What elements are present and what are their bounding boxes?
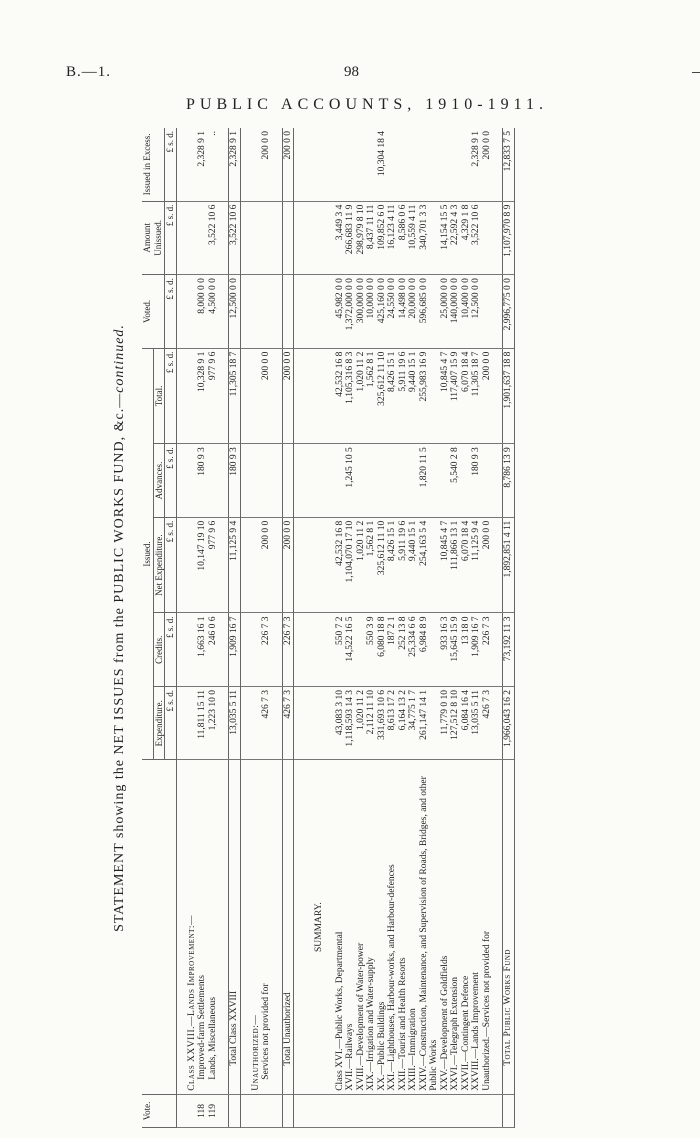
cell-credits: 1,909 16 7 <box>471 613 482 687</box>
header-blank <box>142 760 176 1094</box>
cell-advances <box>335 444 346 518</box>
row-description: XXV.—Development of Goldfields <box>440 760 451 1094</box>
cell-unissued <box>282 201 294 275</box>
cell-credits: 550 7 2 <box>335 613 346 687</box>
cell-total: 1,901,637 18 8 <box>503 348 515 444</box>
cell-voted: 20,000 0 0 <box>408 275 419 349</box>
cell-total: 6,070 18 4 <box>461 348 472 444</box>
row-description: XXVIII.—Lands Improvement <box>471 760 482 1094</box>
rotated-statement <box>112 128 658 1128</box>
cell-net: 111,866 13 1 <box>450 517 461 613</box>
cell-credits: 1,909 16 7 <box>229 613 241 687</box>
cell-expenditure: 426 7 3 <box>261 686 272 760</box>
row-description: Lands, Miscellaneous <box>208 760 219 1094</box>
cell-credits: 226 7 3 <box>482 613 493 687</box>
row-description: Total Class XXVIII <box>229 760 241 1094</box>
cell-advances <box>387 444 398 518</box>
unauthorized-total-row <box>282 128 294 1128</box>
cell-net: 5,911 19 6 <box>398 517 409 613</box>
cell-excess: 200 0 0 <box>482 128 493 201</box>
cell-net: 977 9 6 <box>208 517 219 613</box>
cell-excess: 2,328 9 1 <box>229 128 241 201</box>
header-expenditure: Expenditure. <box>153 686 165 760</box>
cell-expenditure: 1,020 11 2 <box>356 686 367 760</box>
cell-net: 11,125 9 4 <box>471 517 482 613</box>
cell-total: 8,426 15 1 <box>387 348 398 444</box>
cell-credits: 246 0 6 <box>208 613 219 687</box>
row-description: XVIII.—Development of Water-power <box>356 760 367 1094</box>
cell-advances <box>461 444 472 518</box>
statement-title-main: STATEMENT showing the NET ISSUES from the PUBLIC WORKS FUND, &c.— <box>112 392 127 932</box>
cell-voted: 25,000 0 0 <box>440 275 451 349</box>
cell-excess <box>387 128 398 201</box>
row-description: Improved-farm Settlements <box>197 760 208 1094</box>
cell-excess <box>398 128 409 201</box>
cell-unissued: 8,586 0 6 <box>398 201 409 275</box>
cell-expenditure: 11,779 0 10 <box>440 686 451 760</box>
cell-total: 200 0 0 <box>282 348 294 444</box>
cell-total: 977 9 6 <box>208 348 219 444</box>
cell-unissued: 4,329 1 8 <box>461 201 472 275</box>
row-description: XXVI.—Telegraph Extension <box>450 760 461 1094</box>
cell-advances <box>440 444 451 518</box>
cell-total: 9,440 15 1 <box>408 348 419 444</box>
row-description: Total Unauthorized <box>282 760 294 1094</box>
table-row <box>408 128 419 1128</box>
cell-advances: 180 9 3 <box>471 444 482 518</box>
cell-expenditure: 261,147 14 1 <box>419 686 440 760</box>
header-issued: Issued. <box>142 348 153 760</box>
cell-credits: 15,645 15 9 <box>450 613 461 687</box>
units-label: £ s. d. <box>165 517 177 613</box>
cell-expenditure: 6,084 16 4 <box>461 686 472 760</box>
unauthorized-heading: Unauthorized:— <box>251 760 262 1094</box>
cell-unissued <box>197 201 208 275</box>
units-label: £ s. d. <box>165 444 177 518</box>
cell-voted: 10,000 0 0 <box>366 275 377 349</box>
cell-credits: 14,522 16 5 <box>345 613 356 687</box>
table-row <box>398 128 409 1128</box>
table-row <box>335 128 346 1128</box>
row-description: XXIII.—Immigration <box>408 760 419 1094</box>
cell-advances <box>366 444 377 518</box>
summary-heading: SUMMARY. <box>314 760 325 1094</box>
row-description: XX.—Public Buildings <box>377 760 388 1094</box>
cell-advances <box>377 444 388 518</box>
row-description: XXIV.—Construction, Maintenance, and Supervision of Roads, Bridges, and other Public Works <box>419 760 440 1094</box>
header-voted: Voted. <box>142 275 165 349</box>
cell-excess: 2,328 9 1 <box>471 128 482 201</box>
cell-excess: 200 0 0 <box>282 128 294 201</box>
cell-credits <box>356 613 367 687</box>
cell-unissued <box>482 201 493 275</box>
cell-advances <box>208 444 219 518</box>
table-row <box>197 128 208 1128</box>
cell-net: 200 0 0 <box>482 517 493 613</box>
cell-voted <box>482 275 493 349</box>
cell-expenditure: 13,035 5 11 <box>229 686 241 760</box>
cell-net: 200 0 0 <box>261 517 272 613</box>
cell-voted: 4,500 0 0 <box>208 275 219 349</box>
table-row <box>461 128 472 1128</box>
cell-total: 325,612 11 10 <box>377 348 388 444</box>
cell-total: 200 0 0 <box>261 348 272 444</box>
row-description: Total Public Works Fund <box>503 760 515 1094</box>
cell-excess <box>408 128 419 201</box>
cell-advances: 180 9 3 <box>229 444 241 518</box>
cell-unissued <box>261 201 272 275</box>
header-net-expenditure: Net Expenditure. <box>153 517 165 613</box>
cell-net: 1,892,851 4 11 <box>503 517 515 613</box>
row-description: Class XVI.—Public Works, Departmental <box>335 760 346 1094</box>
cell-total: 10,328 9 1 <box>197 348 208 444</box>
cell-unissued: 22,592 4 3 <box>450 201 461 275</box>
cell-advances <box>261 444 272 518</box>
cell-expenditure: 426 7 3 <box>282 686 294 760</box>
cell-voted <box>261 275 272 349</box>
cell-credits: 550 3 9 <box>366 613 377 687</box>
cell-expenditure: 127,512 8 10 <box>450 686 461 760</box>
cell-voted: 10,400 0 0 <box>461 275 472 349</box>
cell-excess: 12,833 7 5 <box>503 128 515 201</box>
units-label: £ s. d. <box>165 686 177 760</box>
summary-rows <box>335 128 493 1128</box>
class28-heading: Class XXVIII.—Lands Improvement:— <box>187 760 198 1094</box>
cell-credits: 226 7 3 <box>282 613 294 687</box>
cell-total: 117,407 15 9 <box>450 348 461 444</box>
cell-excess <box>461 128 472 201</box>
cell-net: 325,612 11 10 <box>377 517 388 613</box>
table-row <box>261 128 272 1128</box>
cell-credits: 13 18 0 <box>461 613 472 687</box>
cell-excess <box>366 128 377 201</box>
cell-expenditure: 2,112 11 10 <box>366 686 377 760</box>
cell-credits: 73,192 11 3 <box>503 613 515 687</box>
cell-advances: 1,245 10 5 <box>345 444 356 518</box>
cell-voted: 12,500 0 0 <box>229 275 241 349</box>
cell-total: 1,020 11 2 <box>356 348 367 444</box>
cell-expenditure: 1,118,593 14 3 <box>345 686 356 760</box>
cell-excess <box>450 128 461 201</box>
cell-advances <box>356 444 367 518</box>
cell-total: 5,911 19 6 <box>398 348 409 444</box>
cell-expenditure: 13,035 5 11 <box>471 686 482 760</box>
units-label: £ s. d. <box>165 128 177 201</box>
statement-title-suffix: continued. <box>112 324 127 393</box>
header-vote: Vote. <box>142 1094 176 1127</box>
cell-excess: 10,304 18 4 <box>377 128 388 201</box>
cell-excess <box>440 128 451 201</box>
row-description: XXI.—Lighthouses, Harbour-works, and Harbour-defences <box>387 760 398 1094</box>
cell-unissued: 3,522 10 6 <box>471 201 482 275</box>
row-description: XXII.—Tourist and Health Resorts <box>398 760 409 1094</box>
cell-excess <box>345 128 356 201</box>
cell-voted: 14,498 0 0 <box>398 275 409 349</box>
cell-excess: 2,328 9 1 <box>197 128 208 201</box>
row-description: Services not provided for <box>261 760 272 1094</box>
cell-credits: 1,663 16 1 <box>197 613 208 687</box>
table-row <box>387 128 398 1128</box>
cell-total: 200 0 0 <box>482 348 493 444</box>
row-description: XVII.—Railways <box>345 760 356 1094</box>
table-row <box>345 128 356 1128</box>
header-total: Total. <box>153 348 165 444</box>
cell-total: 255,983 16 9 <box>419 348 440 444</box>
cell-net: 1,020 11 2 <box>356 517 367 613</box>
cell-net: 11,125 9 4 <box>229 517 241 613</box>
cell-advances: 5,540 2 8 <box>450 444 461 518</box>
cell-net: 10,147 19 10 <box>197 517 208 613</box>
cell-voted <box>282 275 294 349</box>
cell-net: 8,426 15 1 <box>387 517 398 613</box>
cell-advances: 180 9 3 <box>197 444 208 518</box>
cell-voted: 425,160 0 0 <box>377 275 388 349</box>
units-label: £ s. d. <box>165 201 177 275</box>
cell-advances <box>398 444 409 518</box>
header-unissued: Amount Unissued. <box>142 201 165 275</box>
table-row <box>208 128 219 1128</box>
cell-expenditure: 43,083 3 10 <box>335 686 346 760</box>
vote-number: 119 <box>208 1094 219 1127</box>
units-label: £ s. d. <box>165 613 177 687</box>
cell-advances <box>282 444 294 518</box>
cell-excess: 200 0 0 <box>261 128 272 201</box>
cell-unissued: 8,437 11 11 <box>366 201 377 275</box>
cell-total: 1,105,316 8 3 <box>345 348 356 444</box>
cell-unissued: 266,683 11 9 <box>345 201 356 275</box>
cell-advances: 8,786 13 9 <box>503 444 515 518</box>
cell-credits: 933 16 3 <box>440 613 451 687</box>
cell-voted: 300,000 0 0 <box>356 275 367 349</box>
cell-unissued: 340,701 3 3 <box>419 201 440 275</box>
cell-expenditure: 11,811 15 11 <box>197 686 208 760</box>
cell-total: 11,305 18 7 <box>471 348 482 444</box>
cell-expenditure: 426 7 3 <box>482 686 493 760</box>
cell-credits: 25,334 6 6 <box>408 613 419 687</box>
header-credits: Credits. <box>153 613 165 687</box>
cell-unissued: 109,852 6 0 <box>377 201 388 275</box>
cell-voted: 140,000 0 0 <box>450 275 461 349</box>
class28-total-row <box>229 128 241 1128</box>
units-label: £ s. d. <box>165 348 177 444</box>
cell-voted: 2,996,775 0 0 <box>503 275 515 349</box>
cell-unissued: 3,522 10 6 <box>208 201 219 275</box>
cell-total: 11,305 18 7 <box>229 348 241 444</box>
cell-voted: 45,982 0 0 <box>335 275 346 349</box>
cell-unissued: 3,522 10 6 <box>229 201 241 275</box>
cell-total: 1,562 8 1 <box>366 348 377 444</box>
header-advances: Advances. <box>153 444 165 518</box>
cell-excess <box>335 128 346 201</box>
table-row <box>366 128 377 1128</box>
cell-expenditure: 1,223 10 0 <box>208 686 219 760</box>
cell-net: 254,163 5 4 <box>419 517 440 613</box>
cell-expenditure: 8,613 17 2 <box>387 686 398 760</box>
cell-net: 10,845 4 7 <box>440 517 451 613</box>
cell-voted: 596,685 0 0 <box>419 275 440 349</box>
cell-excess <box>419 128 440 201</box>
row-description: XXVII.—Contingent Defence <box>461 760 472 1094</box>
cell-unissued: 14,154 15 5 <box>440 201 451 275</box>
table-row <box>440 128 451 1128</box>
cell-credits: 187 2 1 <box>387 613 398 687</box>
cell-expenditure: 331,693 10 6 <box>377 686 388 760</box>
row-description: Unauthorized.—Services not provided for <box>482 760 493 1094</box>
cell-net: 9,440 15 1 <box>408 517 419 613</box>
cell-expenditure: 34,775 1 7 <box>408 686 419 760</box>
margin-mark <box>692 72 700 73</box>
cell-advances: 1,820 11 5 <box>419 444 440 518</box>
cell-unissued: 16,123 4 11 <box>387 201 398 275</box>
cell-net: 1,562 8 1 <box>366 517 377 613</box>
cell-expenditure: 6,164 13 2 <box>398 686 409 760</box>
statement-title <box>112 128 128 1128</box>
cell-unissued: 1,107,970 8 9 <box>503 201 515 275</box>
table-row <box>471 128 482 1128</box>
cell-net: 200 0 0 <box>282 517 294 613</box>
table-row <box>419 128 440 1128</box>
document-code: B.—1. <box>66 64 112 80</box>
vote-number: 118 <box>197 1094 208 1127</box>
page-number: 98 <box>344 64 359 80</box>
summary-total-row <box>503 128 515 1128</box>
cell-unissued: 298,979 8 10 <box>356 201 367 275</box>
row-description: XIX.—Irrigation and Water-supply <box>366 760 377 1094</box>
cell-voted: 12,500 0 0 <box>471 275 482 349</box>
cell-excess <box>356 128 367 201</box>
table-row <box>450 128 461 1128</box>
cell-advances <box>408 444 419 518</box>
units-label: £ s. d. <box>165 275 177 349</box>
cell-voted: 1,372,000 0 0 <box>345 275 356 349</box>
table-row <box>377 128 388 1128</box>
table-row <box>482 128 493 1128</box>
cell-excess: .. <box>208 128 219 201</box>
cell-credits: 6,080 18 8 <box>377 613 388 687</box>
cell-net: 1,104,070 17 10 <box>345 517 356 613</box>
page-title: PUBLIC ACCOUNTS, 1910-1911. <box>186 96 548 113</box>
statement-table <box>142 128 515 1128</box>
cell-credits: 252 13 8 <box>398 613 409 687</box>
cell-voted: 8,000 0 0 <box>197 275 208 349</box>
table-row <box>356 128 367 1128</box>
cell-unissued: 10,559 4 11 <box>408 201 419 275</box>
header-excess: Issued in Excess. <box>142 128 165 201</box>
cell-net: 6,070 18 4 <box>461 517 472 613</box>
cell-credits: 6,984 8 9 <box>419 613 440 687</box>
cell-unissued: 3,449 3 4 <box>335 201 346 275</box>
cell-net: 42,532 16 8 <box>335 517 346 613</box>
cell-total: 42,532 16 8 <box>335 348 346 444</box>
cell-credits: 226 7 3 <box>261 613 272 687</box>
cell-total: 10,845 4 7 <box>440 348 451 444</box>
cell-voted: 24,550 0 0 <box>387 275 398 349</box>
cell-advances <box>482 444 493 518</box>
cell-expenditure: 1,966,043 16 2 <box>503 686 515 760</box>
